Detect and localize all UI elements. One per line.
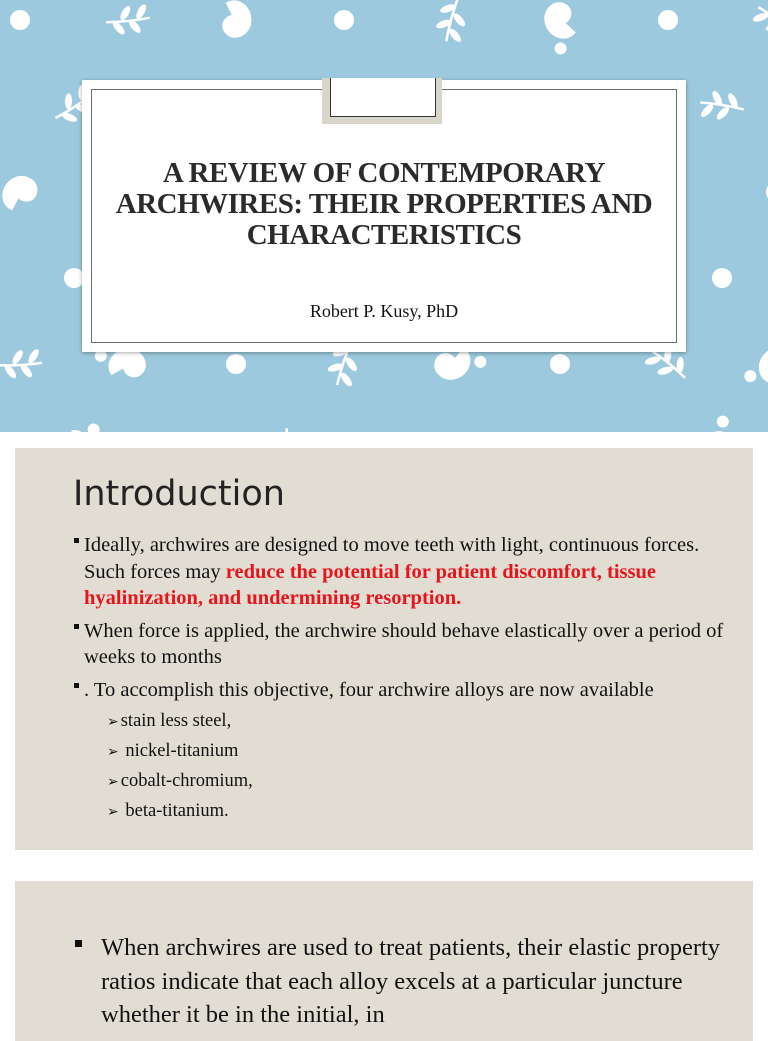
dot-icon — [334, 10, 354, 30]
bullet-item — [73, 677, 745, 704]
alloy-label: nickel-titanium — [120, 741, 239, 761]
list-item — [107, 707, 745, 737]
square-bullet-icon — [74, 538, 79, 543]
dot-icon — [64, 268, 84, 288]
leaf-sprig-icon — [698, 87, 746, 125]
list-item — [107, 767, 745, 797]
title-card-tab — [322, 78, 442, 124]
leaf-sprig-icon — [271, 426, 309, 432]
alloy-list — [107, 707, 745, 827]
alloy-label: stain less steel, — [120, 711, 232, 731]
author-name: Robert P. Kusy, PhD — [309, 301, 459, 321]
bullet-item — [73, 532, 745, 612]
paisley-icon — [743, 341, 768, 391]
leaf-sprig-icon — [431, 0, 472, 45]
paisley-icon — [0, 166, 42, 221]
leaf-sprig-icon — [0, 347, 43, 380]
dot-icon — [658, 10, 678, 30]
bullet-item — [73, 931, 721, 1032]
square-bullet-icon — [74, 624, 79, 629]
bullet-item — [73, 618, 745, 671]
arrow-bullet-icon: ➢ — [107, 774, 119, 790]
square-bullet-icon — [74, 683, 79, 688]
title-card — [82, 80, 686, 352]
dot-icon — [550, 354, 570, 374]
leaf-sprig-icon — [104, 2, 151, 38]
alloy-label: cobalt-chromium, — [120, 771, 253, 791]
title-slide — [0, 0, 768, 432]
bullet-text: When archwires are used to treat patients, their elastic property ratios indicate that each alloy excels at a particular juncture whether it be in the initial, in — [101, 934, 721, 1028]
arrow-bullet-icon: ➢ — [107, 804, 119, 820]
dot-icon — [226, 354, 246, 374]
arrow-bullet-icon: ➢ — [107, 744, 119, 760]
leaf-sprig-icon — [589, 430, 639, 432]
paisley-icon — [530, 0, 589, 57]
highlighted-text: reduce the potential for patient discomfort, tissue hyalinization, and undermining resorption. — [84, 560, 657, 609]
slide-heading: Introduction — [73, 474, 285, 514]
presentation-title: A REVIEW OF CONTEMPORARY ARCHWIRES: THEIR PROPERTIES AND CHARACTERISTICS — [115, 157, 653, 251]
paisley-icon — [55, 423, 104, 432]
paisley-icon — [210, 0, 269, 43]
dot-icon — [10, 10, 30, 30]
list-item — [107, 737, 745, 767]
alloy-label: beta-titanium. — [120, 801, 229, 821]
list-item — [107, 797, 745, 827]
introduction-slide — [15, 448, 753, 850]
square-bullet-icon — [75, 940, 82, 947]
bullet-text: Ideally, archwires are designed to move teeth with light, continuous forces. Such forces may — [84, 534, 700, 583]
dot-icon — [712, 268, 732, 288]
bullet-list — [73, 532, 745, 827]
paisley-icon — [693, 413, 753, 432]
paisley-icon — [365, 428, 423, 432]
third-slide — [15, 881, 753, 1041]
bullet-text: . To accomplish this objective, four archwire alloys are now available — [84, 678, 654, 701]
leaf-sprig-icon — [749, 0, 768, 46]
arrow-bullet-icon: ➢ — [107, 714, 119, 730]
bullet-text: When force is applied, the archwire should behave elastically over a period of weeks to months — [84, 619, 724, 668]
